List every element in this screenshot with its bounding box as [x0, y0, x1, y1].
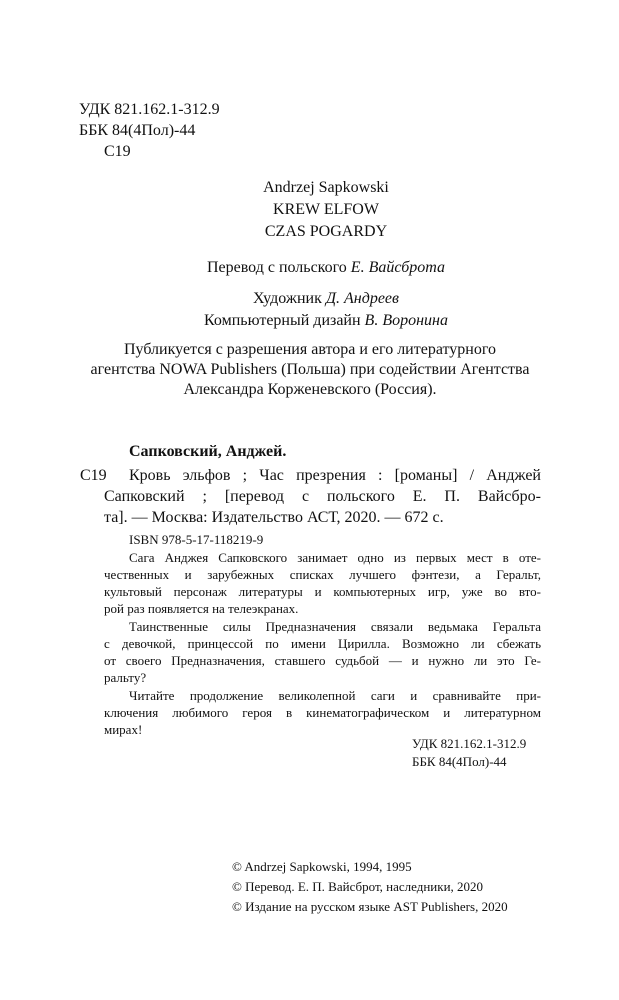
- udk-bottom: УДК 821.162.1-312.9: [412, 736, 527, 751]
- annotation-p3-line-2: ключения любимого героя в кинематографическом и литературном: [104, 705, 541, 720]
- permission-line-1: Публикуется с разрешения автора и его литературного: [123, 341, 497, 358]
- copyright-line-2: © Перевод. Е. П. Вайсброт, наследники, 2020: [232, 879, 484, 894]
- translation-label: Перевод с польского: [206, 259, 347, 276]
- catalog-description-line-3: та]. — Москва: Издательство АСТ, 2020. — 672 с.: [104, 509, 444, 526]
- permission-line-3: Александра Корженевского (Россия).: [183, 381, 437, 398]
- udk-top: УДК 821.162.1-312.9: [79, 101, 220, 118]
- designer-name: В. Воронина: [364, 312, 448, 329]
- annotation-p2-line-2: с девочкой, принцессой по имени Цирилла. Возможно ли сбежать: [104, 636, 541, 651]
- author-mark-top: С19: [104, 143, 131, 160]
- annotation-p1-line-2: чественных и зарубежных списках лучшего фэнтези, а Геральт,: [104, 567, 541, 582]
- catalog-description-line-1: Кровь эльфов ; Час презрения : [романы] / Анджей: [129, 467, 541, 484]
- annotation-p1-line-1: Сага Анджея Сапковского занимает одно из первых мест в оте-: [129, 550, 541, 565]
- catalog-heading: Сапковский, Анджей.: [129, 443, 287, 460]
- isbn: ISBN 978-5-17-118219-9: [129, 532, 264, 547]
- artist-name: Д. Андреев: [325, 290, 399, 307]
- annotation-p2-line-3: от своего Предназначения, ставшего судьбой — и нужно ли это Ге-: [104, 653, 541, 668]
- annotation-p1-line-3: культовый персонаж литературы и компьютерных игр, уже во вто-: [104, 584, 541, 599]
- design-credit: [150, 311, 502, 331]
- artist-label: Художник: [253, 290, 322, 307]
- copyright-line-1: © Andrzej Sapkowski, 1994, 1995: [232, 859, 412, 874]
- artist-credit: [150, 289, 502, 309]
- annotation-p3-line-3: мирах!: [104, 722, 143, 737]
- catalog-description-line-2: Сапковский ; [перевод с польского Е. П. Вайсбро-: [104, 488, 541, 505]
- original-title-2: CZAS POGARDY: [264, 223, 388, 240]
- copyright-line-3: © Издание на русском языке AST Publishers, 2020: [232, 899, 508, 914]
- annotation-p3-line-1: Читайте продолжение великолепной саги и сравнивайте при-: [129, 688, 541, 703]
- translator-name: Е. Вайсброта: [350, 259, 446, 276]
- annotation-p2-line-1: Таинственные силы Предназначения связали ведьмака Геральта: [129, 619, 541, 634]
- catalog-mark: С19: [80, 467, 107, 484]
- bbk-bottom: ББК 84(4Пол)-44: [412, 754, 507, 769]
- design-label: Компьютерный дизайн: [204, 312, 361, 329]
- annotation-p2-line-4: ральту?: [104, 670, 147, 685]
- bbk-top: ББК 84(4Пол)-44: [79, 122, 196, 139]
- permission-line-2: агентства NOWA Publishers (Польша) при содействии Агентства: [90, 361, 530, 378]
- annotation-p1-line-4: рой раз появляется на телеэкранах.: [104, 601, 299, 616]
- original-title-1: KREW ELFOW: [273, 201, 379, 218]
- original-author: Andrzej Sapkowski: [263, 179, 389, 196]
- translation-credit: [150, 258, 502, 278]
